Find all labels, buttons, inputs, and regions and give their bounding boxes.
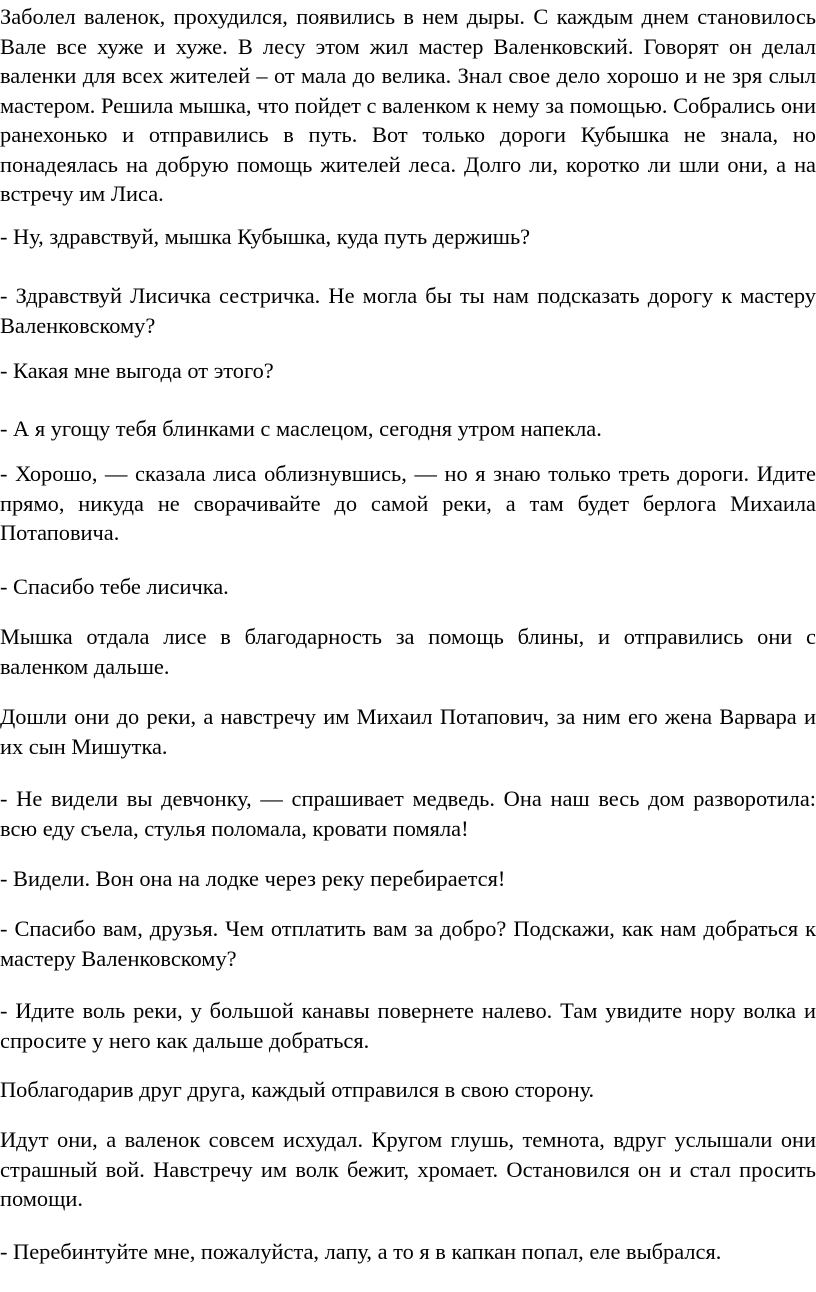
paragraph-meet-bears: Дошли они до реки, а навстречу им Михаил Потапович, за ним его жена Варвара и их сын Мишутка. xyxy=(0,704,816,759)
paragraph-bear-directions: - Идите воль реки, у большой канавы повернете налево. Там увидите нору волка и спросите у него как дальше добраться. xyxy=(0,998,816,1053)
paragraph-mouse-offer: - А я угощу тебя блинками с маслецом, сегодня утром напекла. xyxy=(0,416,602,441)
paragraph-wolf-request: - Перебинтуйте мне, пожалуйста, лапу, а то я в капкан попал, еле выбрался. xyxy=(0,1239,722,1264)
paragraph-fox-question: - Какая мне выгода от этого? xyxy=(0,358,274,383)
paragraph-saw-girl: - Видели. Вон она на лодке через реку перебирается! xyxy=(0,866,506,891)
paragraph-fox-greeting: - Ну, здравствуй, мышка Кубышка, куда путь держишь? xyxy=(0,224,531,249)
paragraph-thanks-fox: - Спасибо тебе лисичка. xyxy=(0,574,229,599)
paragraph-thanks-bears: - Спасибо вам, друзья. Чем отплатить вам за добро? Подскажи, как нам добраться к мастеру Валенковскому? xyxy=(0,916,816,971)
paragraph-mouse-greeting: - Здравствуй Лисичка сестричка. Не могла бы ты нам подсказать дорогу к мастеру Валенковскому? xyxy=(0,283,816,338)
paragraph-intro: Заболел валенок, прохудился, появились в нем дыры. С каждым днем становилось Вале все хуже и хуже. В лесу этом жил мастер Валенковский. Говорят он делал валенки для всех жителей – от мала до велика. Знал свое дело хорошо и не зря слыл мастером. Решила мышка, что пойдет с валенком к нему за помощью. Собрались они ранехонько и отправились в путь. Вот только дороги Кубышка не знала, но понадеялась на добрую помощь жителей леса. Долго ли, коротко ли шли они, а на встречу им Лиса. xyxy=(0,4,816,206)
paragraph-meet-wolf: Идут они, а валенок совсем исхудал. Кругом глушь, темнота, вдруг услышали они страшный вой. Навстречу им волк бежит, хромает. Остановился он и стал просить помощи. xyxy=(0,1127,816,1211)
paragraph-bear-question: - Не видели вы девчонку, — спрашивает медведь. Она наш весь дом разворотила: всю еду съела, стулья поломала, кровати помяла! xyxy=(0,786,816,841)
paragraph-parting: Поблагодарив друг друга, каждый отправился в свою сторону. xyxy=(0,1077,595,1102)
paragraph-mouse-gives-pancakes: Мышка отдала лисе в благодарность за помощь блины, и отправились они с валенком дальше. xyxy=(0,624,816,679)
paragraph-fox-directions: - Хорошо, — сказала лиса облизнувшись, — но я знаю только треть дороги. Идите прямо, никуда не сворачивайте до самой реки, а там будет берлога Михаила Потаповича. xyxy=(0,461,816,545)
